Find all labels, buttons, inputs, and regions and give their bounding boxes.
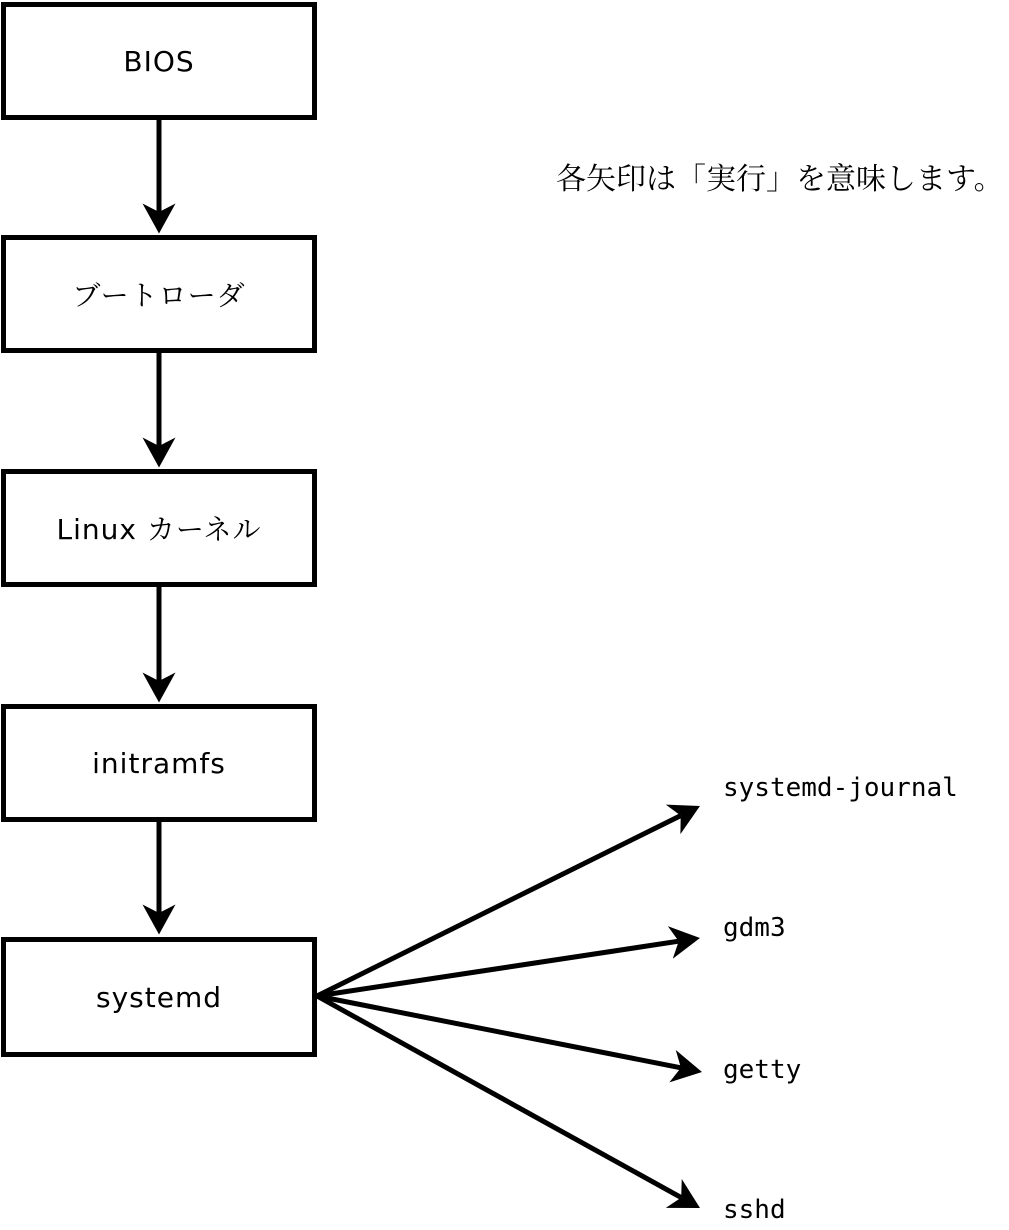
- box-linux-kernel-label: Linux カーネル: [56, 513, 262, 546]
- box-systemd-label: systemd: [96, 980, 222, 1014]
- arrow-meaning-annotation: 各矢印は「実行」を意味します。: [556, 162, 1004, 197]
- box-systemd: [1, 937, 317, 1057]
- process-label-gdm3: gdm3: [723, 913, 786, 943]
- box-initramfs: [1, 704, 317, 822]
- arrow-systemd-to-sshd: [317, 996, 681, 1198]
- process-label-sshd: sshd: [723, 1195, 786, 1225]
- box-bootloader-label: ブートローダ: [72, 279, 246, 312]
- box-bios-label: BIOS: [123, 44, 195, 78]
- box-initramfs-label: initramfs: [92, 746, 226, 780]
- box-linux-kernel: [1, 469, 317, 587]
- process-label-getty: getty: [723, 1055, 802, 1085]
- process-label-systemd-journal: systemd-journal: [723, 773, 958, 803]
- box-bios: [1, 2, 317, 120]
- arrow-systemd-to-getty: [317, 996, 681, 1068]
- box-bootloader: [1, 235, 317, 353]
